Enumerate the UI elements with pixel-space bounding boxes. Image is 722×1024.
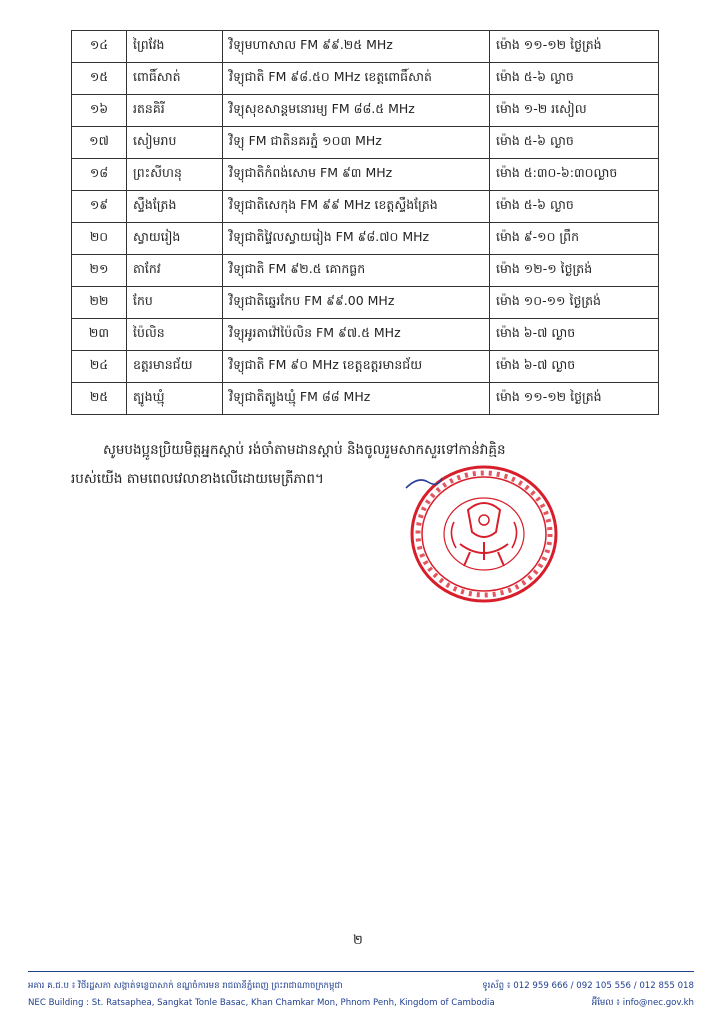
table-row [72, 319, 659, 351]
row-number: ១៤ [72, 31, 127, 63]
closing-line-1: សូមបងប្អូនប្រិយមិត្តអ្នកស្តាប់ រង់ចាំតាមដានស្តាប់ និងចូលរួមសាកសួរទៅកាន់វាគ្មិន [103, 442, 506, 458]
station-cell: វិទ្យុជាតិឆ្នេរកែប FM ៩៩.00 MHz [223, 287, 490, 319]
table-row [72, 255, 659, 287]
closing-line-2: របស់យើង តាមពេលវេលាខាងលើដោយមេត្រីភាព។ [71, 471, 324, 487]
footer-row [28, 978, 694, 995]
table-row [72, 31, 659, 63]
time-cell: ម៉ោង ៥-៦ ល្ងាច [490, 191, 659, 223]
footer [28, 978, 694, 1012]
time-cell: ម៉ោង ១-២ រសៀល [490, 95, 659, 127]
time-cell: ម៉ោង ៦-៧ ល្ងាច [490, 319, 659, 351]
time-cell: ម៉ោង ៩-១០ ព្រឹក [490, 223, 659, 255]
province-cell: ព្រះសីហនុ [127, 159, 223, 191]
province-cell: រតនគិរី [127, 95, 223, 127]
row-number: ២០ [72, 223, 127, 255]
station-cell: វិទ្យុជាតិ FM ៩២.៥ គោកធ្លក [223, 255, 490, 287]
table-row [72, 63, 659, 95]
time-cell: ម៉ោង ១១-១២ ថ្ងៃត្រង់ [490, 383, 659, 415]
table-row [72, 127, 659, 159]
time-cell: ម៉ោង ១១-១២ ថ្ងៃត្រង់ [490, 31, 659, 63]
table-row [72, 351, 659, 383]
row-number: ២៣ [72, 319, 127, 351]
table-row [72, 287, 659, 319]
time-cell: ម៉ោង ៥-៦ ល្ងាច [490, 63, 659, 95]
official-seal-icon [398, 462, 558, 604]
province-cell: កែប [127, 287, 223, 319]
province-cell: ឧត្តរមានជ័យ [127, 351, 223, 383]
province-cell: ប៉ៃលិន [127, 319, 223, 351]
row-number: ១៥ [72, 63, 127, 95]
footer-address-khmer: អគារ គ.ជ.ប ៖ វិថីរដ្ឋសភា សង្កាត់ទន្លេបាសាក់ ខណ្ឌចំការមន រាជធានីភ្នំពេញ ព្រះរាជាណាចក្រកម្ពុជា [28, 981, 343, 991]
time-cell: ម៉ោង ១២-១ ថ្ងៃត្រង់ [490, 255, 659, 287]
footer-address-english: NEC Building : St. Ratsaphea, Sangkat Tonle Basac, Khan Chamkar Mon, Phnom Penh, Kingdom of Cambodia [28, 998, 495, 1008]
table-row [72, 159, 659, 191]
station-cell: វិទ្យុជាតិ FM ៩០ MHz ខេត្តឧត្តរមានជ័យ [223, 351, 490, 383]
row-number: ១៧ [72, 127, 127, 159]
province-cell: ព្រៃវែង [127, 31, 223, 63]
station-cell: វិទ្យុជាតិកំពង់សោម FM ៩៣ MHz [223, 159, 490, 191]
row-number: ២៤ [72, 351, 127, 383]
station-cell: វិទ្យុជាតិត្បូងឃ្មុំ FM ៨៨ MHz [223, 383, 490, 415]
footer-divider [28, 971, 694, 972]
radio-schedule-table [71, 30, 659, 415]
province-cell: ស្វាយរៀង [127, 223, 223, 255]
footer-row [28, 995, 694, 1012]
station-cell: វិទ្យុជាតិវៃ្ទលស្វាយរៀង FM ៩៨.៧០ MHz [223, 223, 490, 255]
row-number: ១៩ [72, 191, 127, 223]
time-cell: ម៉ោង ៥-៦ ល្ងាច [490, 127, 659, 159]
province-cell: ស្ទឹងត្រែង [127, 191, 223, 223]
time-cell: ម៉ោង ៥:៣០-៦:៣០ល្ងាច [490, 159, 659, 191]
row-number: ១៨ [72, 159, 127, 191]
table-row [72, 383, 659, 415]
time-cell: ម៉ោង ១០-១១ ថ្ងៃត្រង់ [490, 287, 659, 319]
time-cell: ម៉ោង ៦-៧ ល្ងាច [490, 351, 659, 383]
table-row [72, 95, 659, 127]
row-number: ២៥ [72, 383, 127, 415]
footer-email: អ៊ីមែល ៖ info@nec.gov.kh [591, 998, 694, 1008]
row-number: ១៦ [72, 95, 127, 127]
footer-phone: ទូរស័ព្ទ ៖ 012 959 666 / 092 105 556 / 012 855 018 [482, 981, 694, 991]
province-cell: តាកែវ [127, 255, 223, 287]
table-row [72, 223, 659, 255]
province-cell: ពោធិ៍សាត់ [127, 63, 223, 95]
station-cell: វិទ្យុអូរតាវ៉ៅប៉ៃលិន FM ៩៧.៥ MHz [223, 319, 490, 351]
province-cell: សៀមរាប [127, 127, 223, 159]
row-number: ២១ [72, 255, 127, 287]
station-cell: វិទ្យុមហាសាល FM ៩៩.២៥ MHz [223, 31, 490, 63]
station-cell: វិទ្យុសុខសាន្តមនោរម្យ FM ៨៨.៥ MHz [223, 95, 490, 127]
row-number: ២២ [72, 287, 127, 319]
station-cell: វិទ្យុជាតិសេកុង FM ៩៩ MHz ខេត្តស្ទឹងត្រែង [223, 191, 490, 223]
table-body [72, 31, 659, 415]
station-cell: វិទ្យុជាតិ FM ៩៨.៥០ MHz ខេត្តពោធិ៍សាត់ [223, 63, 490, 95]
province-cell: ត្បូងឃ្មុំ [127, 383, 223, 415]
station-cell: វិទ្យុ FM ជាតិនគរភ្នំ ១០៣ MHz [223, 127, 490, 159]
page-number: ២ [353, 933, 363, 948]
closing-paragraph [71, 436, 661, 494]
table-row [72, 191, 659, 223]
